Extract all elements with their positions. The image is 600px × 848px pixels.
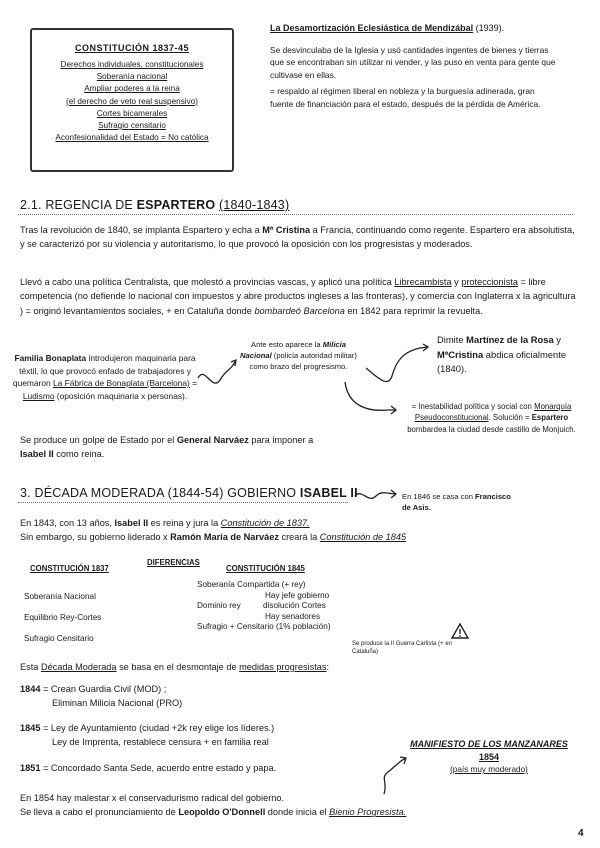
- arrow-bonaplata-to-milicia: [198, 360, 236, 383]
- page-number: 4: [578, 828, 584, 839]
- manifiesto-block: MANIFIESTO DE LOS MANZANARES 1854 (país muy moderado): [410, 739, 568, 775]
- desamortizacion-title: La Desamortización Eclesiástica de Mendizábal: [270, 23, 474, 33]
- list-item: Cortes bicamerales: [96, 108, 168, 118]
- year-1844: 1844 = Crean Guardia Civil (MOD) ; Eliminan Milicia Nacional (PRO): [20, 684, 183, 709]
- moderada-intro: Esta Década Moderada se basa en el desmontaje de medidas progresistas:: [20, 662, 330, 672]
- list-item: (el derecho de veto real suspensivo): [66, 96, 198, 106]
- section-3-heading: 3. DÉCADA MODERADA (1844-54) GOBIERNO ISABEL II: [20, 486, 358, 500]
- section-21-p2: Llevó a cabo una política Centralista, que molestó a provincias vascas, y aplicó una política Librecambista y proteccionista = libre competencia (no defiende lo nacional con impuestos y abre productos ingleses a las fronteras), y comercia con Inglaterra x la agricultura ) = originó levantamientos sociales, + en Cataluña donde bombardeó Barcelona en 1842 para reprimir la revuelta.: [20, 277, 576, 316]
- golpe-note: Se produce un golpe de Estado por el General Narváez para imponer a Isabel II como reina.: [20, 435, 314, 460]
- list-item: Derechos individuales, constitucionales: [60, 60, 204, 69]
- desamortizacion-year: (1939).: [475, 23, 505, 33]
- warning-note: Se produce la II Guerra Carlista (+ en Cataluña): [352, 641, 452, 656]
- differences-title: DIFERENCIAS: [147, 558, 200, 567]
- section-3-intro: En 1843, con 13 años, Isabel II es reina y jura la Constitución de 1837. Sin embargo, su gobierno liderado x Ramón María de Narváez creará la Constitución de 1845: [20, 518, 407, 543]
- arrow-milicia-to-inestabilidad: [345, 382, 396, 410]
- year-1851: 1851 = Concordado Santa Sede, acuerdo entre estado y papa.: [20, 763, 277, 773]
- section-21-heading: 2.1. REGENCIA DE ESPARTERO (1840-1843): [20, 198, 290, 212]
- arrow-to-marriage-note: [352, 484, 402, 510]
- desamortizacion-p2: = respaldo al régimen liberal en nobleza y la burguesía adinerada, gran fuente de financiación para el estado, después de la pérdida de América.: [270, 86, 541, 109]
- dimite-note: Dimite Martínez de la Rosa y MªCristina abdica oficialmente (1840).: [437, 334, 567, 375]
- arrow-milicia-to-dimite: [366, 347, 428, 381]
- closing-lines: En 1854 hay malestar x el conservadurismo radical del gobierno. Se lleva a cabo el pronunciamiento de Leopoldo O'Donnell donde inicia el Bienio Progresista.: [20, 793, 407, 818]
- inestabilidad-note: = Inestabilidad política y social con Monarquía Pseudoconstitucional. Solución = Espartero bombardea la ciudad desde castillo de Monjuich.: [407, 402, 576, 434]
- bonaplata-note: Familia Bonaplata introdujeron maquinaria para téxtil, lo que provocó enfado de trabajadores y quemaron La Fábrica de Bonaplata (Barcelona) = Ludismo (oposición maquinaria x personas).: [12, 353, 198, 401]
- list-item: Ampliar poderes a la reina: [84, 84, 180, 94]
- list-item: Sufragio censitario: [98, 121, 166, 131]
- col-1837-list: Soberanía Nacional Equilibrio Rey-Cortes Sufragio Censitario: [24, 592, 102, 643]
- col-1845-list: Soberanía Compartida (+ rey) Hay jefe gobierno Dominio rey disolución Cortes Hay senadores Sufragio + Censitario (1% población): [197, 580, 331, 632]
- milicia-note: Ante esto aparece la Milicia Nacional (policía autoridad militar) como brazo del progresismo.: [240, 340, 357, 371]
- year-1845: 1845 = Ley de Ayuntamiento (ciudad +2k rey elige los líderes.) Ley de Imprenta, restablece censura + en familia real: [20, 723, 275, 748]
- list-item: Soberanía nacional: [96, 72, 168, 82]
- constitution-title: CONSTITUCIÓN 1837-45: [74, 43, 190, 53]
- col-1845-title: CONSTITUCIÓN 1845: [226, 564, 305, 573]
- list-item: Aconfesionalidad del Estado = No católica: [55, 133, 209, 143]
- section-21-p1: Tras la revolución de 1840, se implanta Espartero y echa a Mª Cristina a Francia, continuando como regente. Espartero era absolutista, y se caracterizó por su violencia y autoritarismo, lo que provocó la oposición con los progresistas y moderados.: [20, 225, 575, 250]
- col-1837-title: CONSTITUCIÓN 1837: [30, 564, 109, 573]
- heading-underline: [18, 502, 348, 503]
- desamortizacion-p1: Se desvinculaba de la Iglesia y usó cantidades ingentes de bienes y tierras que se encontraban sin utilizar ni vender, y las puso en venta para gente que cultivase en ellas.: [270, 44, 556, 80]
- marriage-note: En 1846 se casa con Francisco de Asis.: [402, 492, 511, 512]
- warning-icon: [450, 622, 470, 640]
